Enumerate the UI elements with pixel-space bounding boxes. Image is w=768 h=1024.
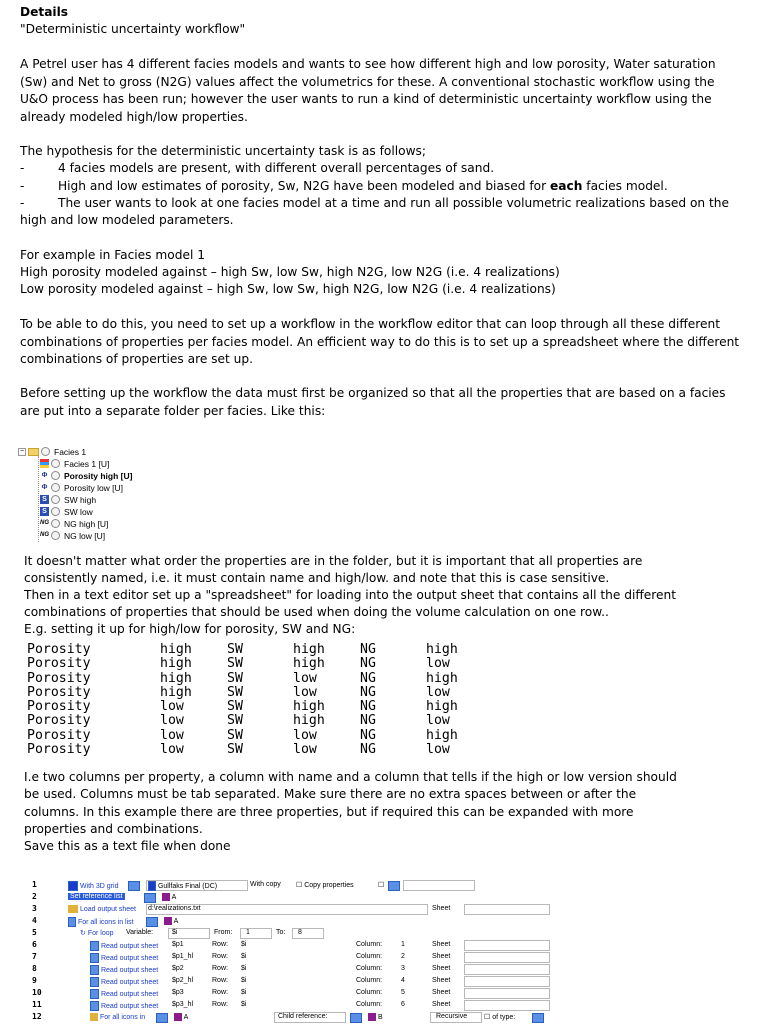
tree-root[interactable] xyxy=(18,446,86,457)
cell: high xyxy=(293,713,325,729)
tree-item-ng-low[interactable] xyxy=(40,530,105,541)
drop-target-icon[interactable] xyxy=(128,881,140,891)
row-number: 5 xyxy=(32,928,37,937)
cell: high xyxy=(426,699,458,715)
copy-properties-checkbox[interactable]: ☐ Copy properties xyxy=(296,882,354,889)
sheet-label: Sheet xyxy=(432,965,451,972)
workflow-row[interactable] xyxy=(28,891,548,903)
tree-item-label: SW low xyxy=(64,506,93,517)
row-number: 10 xyxy=(32,988,42,997)
cell: SW xyxy=(227,656,243,672)
column-label: Column: xyxy=(356,989,383,996)
sheet-icon xyxy=(90,953,99,963)
cell: low xyxy=(426,713,450,729)
column-value: 6 xyxy=(401,1001,405,1008)
cell: low xyxy=(293,727,317,743)
command-label[interactable] xyxy=(90,977,158,987)
workflow-row[interactable] xyxy=(28,987,548,999)
column-label: Column: xyxy=(356,965,383,972)
grid-value xyxy=(148,881,217,891)
param-value: $p1 xyxy=(172,941,184,948)
cell: low xyxy=(426,684,450,700)
cell: SW xyxy=(227,699,243,715)
cell: Porosity xyxy=(27,670,91,686)
insert-arrow-button[interactable] xyxy=(532,1013,544,1023)
visibility-radio[interactable] xyxy=(51,459,60,468)
command-text: Read output sheet xyxy=(100,954,159,962)
row-number: 11 xyxy=(32,1000,42,1009)
row-label: Row: xyxy=(212,941,228,948)
tree-item-porosity-low[interactable] xyxy=(40,482,123,493)
row-label: Row: xyxy=(212,977,228,984)
column-label: Column: xyxy=(356,953,383,960)
row-label: Row: xyxy=(212,989,228,996)
param-value: $p2 xyxy=(172,965,184,972)
grid-value-text: Gullfaks Final (DC) xyxy=(157,882,218,890)
cell: NG xyxy=(360,742,376,758)
setup-paragraph: To be able to do this, you need to set up a workflow in the workflow editor that can loop through all these different combinations of properties per facies model. An efficient way to do this is to set up a spreadsheet where the different combinations of properties are set up. xyxy=(20,317,740,366)
cell: NG xyxy=(360,642,376,657)
row-value: $i xyxy=(241,965,247,972)
from-field[interactable] xyxy=(240,928,272,939)
tree-item-ng-high[interactable] xyxy=(40,518,108,529)
cell: SW xyxy=(227,684,243,700)
workflow-row[interactable] xyxy=(28,939,548,951)
command-label[interactable] xyxy=(90,1013,145,1021)
row-value: $i xyxy=(241,989,247,996)
sheet-field[interactable] xyxy=(464,1000,550,1011)
after-para-line-1: I.e two columns per property, a column with name and a column that tells if the high or low version should xyxy=(24,770,677,784)
visibility-radio[interactable] xyxy=(51,471,60,480)
command-label[interactable] xyxy=(90,941,158,951)
bullet-3-continuation: high and low modeled parameters. xyxy=(20,213,234,227)
cell: low xyxy=(293,742,317,758)
child-ref-label: Child reference: xyxy=(278,1013,328,1020)
row-label: Row: xyxy=(212,1001,228,1008)
sheet-field[interactable] xyxy=(464,988,550,999)
list-icon xyxy=(164,917,172,925)
sheet-label: Sheet xyxy=(432,977,451,984)
list-icon xyxy=(368,1013,376,1021)
cell: low xyxy=(426,656,450,672)
recursive-label: Recursive xyxy=(436,1013,468,1020)
extra-checkbox[interactable]: ☐ xyxy=(378,882,385,889)
list-text: A xyxy=(173,917,179,925)
sheet-label: Sheet xyxy=(432,953,451,960)
order-para-line-3: Then in a text editor set up a "spreadsheet" for loading into the output sheet that contains all the different xyxy=(24,588,677,602)
order-para-line-5: E.g. setting it up for high/low for porosity, SW and NG: xyxy=(24,622,356,636)
insert-arrow-icon xyxy=(388,881,400,891)
row-number: 9 xyxy=(32,976,37,985)
workflow-row[interactable] xyxy=(28,915,548,927)
row-value: $i xyxy=(241,941,247,948)
command-text: Read output sheet xyxy=(100,966,159,974)
cell: Porosity xyxy=(27,656,91,672)
visibility-radio[interactable] xyxy=(41,447,50,456)
cell: high xyxy=(160,670,192,686)
copy-properties-label: Copy properties xyxy=(304,882,354,889)
cell: low xyxy=(160,727,184,743)
cell: NG xyxy=(360,727,376,743)
list-value xyxy=(174,1013,188,1021)
command-label[interactable] xyxy=(68,905,136,913)
sheet-label: Sheet xyxy=(432,989,451,996)
cell: low xyxy=(293,670,317,686)
organize-paragraph: Before setting up the workflow the data must first be organized so that all the properties that are based on a facies are put into a separate folder per facies. Like this: xyxy=(20,386,726,418)
tree-item-facies[interactable] xyxy=(40,458,109,469)
cell: SW xyxy=(227,713,243,729)
command-text: Set reference list xyxy=(70,893,123,900)
tree-item-label: NG low [U] xyxy=(64,530,106,541)
of-type-checkbox[interactable]: ☐ of type: xyxy=(484,1014,516,1021)
sw-icon: S xyxy=(40,507,49,516)
sheet-label: Sheet xyxy=(432,1001,451,1008)
row-number: 3 xyxy=(32,904,37,913)
cell: NG xyxy=(360,699,376,715)
workflow-row[interactable] xyxy=(28,903,548,915)
column-label: Column: xyxy=(356,1001,383,1008)
order-para-line-2: consistently named, i.e. it must contain name and high/low. and note that this is case sensitive. xyxy=(24,571,610,585)
insert-arrow-icon xyxy=(350,1013,362,1023)
cell: low xyxy=(160,713,184,729)
example-line-1: For example in Facies model 1 xyxy=(20,248,205,262)
bullet-text: The user wants to look at one facies model at a time and run all possible volumetric realizations based on the xyxy=(58,196,729,210)
param-value: $p3 xyxy=(172,989,184,996)
param-value: $p1_hl xyxy=(172,953,194,960)
ng-icon: NG xyxy=(40,532,49,538)
after-para-line-4: properties and combinations. xyxy=(24,822,203,836)
row-number: 6 xyxy=(32,940,37,949)
command-label[interactable]: ↻ For loop xyxy=(80,930,114,937)
sheet-field[interactable] xyxy=(464,904,550,915)
cell: high xyxy=(160,656,192,672)
sheet-icon xyxy=(90,941,99,951)
row-label: Row: xyxy=(212,953,228,960)
with-copy-label: With copy xyxy=(250,881,281,888)
collapse-icon[interactable]: − xyxy=(19,447,25,455)
column-label: Column: xyxy=(356,941,383,948)
bullet-text-pre: High and low estimates of porosity, Sw, N2G have been modeled and biased for xyxy=(58,179,551,193)
from-value: 1 xyxy=(246,929,250,936)
command-text: Read output sheet xyxy=(100,942,159,950)
cell: Porosity xyxy=(27,642,91,657)
insert-arrow-button[interactable] xyxy=(388,881,400,891)
insert-arrow-icon xyxy=(144,893,156,903)
variable-label: Variable: xyxy=(126,929,154,936)
cell: high xyxy=(293,656,325,672)
row-number: 4 xyxy=(32,916,37,925)
cell: high xyxy=(293,699,325,715)
column-label: Column: xyxy=(356,977,383,984)
workflow-row[interactable] xyxy=(28,927,548,939)
row-number: 2 xyxy=(32,892,37,901)
name-field[interactable] xyxy=(403,880,475,891)
row-label: Row: xyxy=(212,965,228,972)
visibility-radio[interactable] xyxy=(51,531,60,540)
row-number: 8 xyxy=(32,964,37,973)
row-number: 7 xyxy=(32,952,37,961)
bullet-text: 4 facies models are present, with different overall percentages of sand. xyxy=(58,161,495,175)
cell: high xyxy=(160,642,192,657)
cell: low xyxy=(426,742,450,758)
command-text: For loop xyxy=(87,930,114,937)
after-para-line-3: columns. In this example there are three properties, but if required this can be expanded with more xyxy=(24,805,634,819)
cell: SW xyxy=(227,670,243,686)
command-label[interactable] xyxy=(68,881,118,891)
cell: Porosity xyxy=(27,699,91,715)
list-icon xyxy=(162,893,170,901)
column-value: 2 xyxy=(401,953,405,960)
insert-arrow-button[interactable] xyxy=(144,893,156,903)
child-text: B xyxy=(377,1013,383,1021)
porosity-icon: Φ xyxy=(41,484,48,491)
command-label[interactable] xyxy=(90,965,158,975)
cell: Porosity xyxy=(27,684,91,700)
visibility-radio[interactable] xyxy=(51,495,60,504)
row-number: 1 xyxy=(32,880,37,889)
sheet-field[interactable] xyxy=(464,952,550,963)
after-para-line-5: Save this as a text file when done xyxy=(24,839,231,853)
column-value: 3 xyxy=(401,965,405,972)
cell: NG xyxy=(360,713,376,729)
variable-value: $i xyxy=(172,929,178,936)
sheet-label: Sheet xyxy=(432,905,451,912)
bullet-dash: - xyxy=(20,196,25,210)
command-text: With 3D grid xyxy=(79,882,119,890)
row-value: $i xyxy=(241,977,247,984)
workflow-row[interactable] xyxy=(28,975,548,987)
example-line-3: Low porosity modeled against – high Sw, low Sw, high N2G, low N2G (i.e. 4 realizations) xyxy=(20,282,556,296)
cell: high xyxy=(293,642,325,657)
command-text: Read output sheet xyxy=(100,1002,159,1010)
from-label: From: xyxy=(214,929,233,936)
cell: Porosity xyxy=(27,713,91,729)
bullet-text xyxy=(58,178,668,196)
order-para-line-4: combinations of properties that should be used when doing the volume calculation on one row.. xyxy=(24,605,609,619)
workflow-row[interactable] xyxy=(28,879,548,891)
cell: high xyxy=(160,684,192,700)
insert-arrow-button[interactable] xyxy=(350,1013,362,1023)
sheet-icon xyxy=(90,977,99,987)
command-label[interactable] xyxy=(90,1001,158,1011)
command-text: For all icons in xyxy=(99,1013,146,1021)
heading: Details xyxy=(20,5,69,19)
command-label[interactable] xyxy=(90,953,158,963)
tree-item-label: Porosity high [U] xyxy=(64,470,133,481)
loop-icon xyxy=(68,917,76,927)
order-para-line-1: It doesn't matter what order the properties are in the folder, but it is important that all properties are xyxy=(24,554,643,568)
cell: NG xyxy=(360,684,376,700)
folder-loop-icon xyxy=(90,1013,98,1021)
insert-arrow-icon xyxy=(128,881,140,891)
child-value xyxy=(368,1013,383,1021)
tree-root-label: Facies 1 xyxy=(54,446,87,457)
sheet-field[interactable] xyxy=(464,964,550,975)
tree-item-label: Facies 1 [U] xyxy=(64,458,110,469)
command-label[interactable] xyxy=(90,989,158,999)
ng-icon: NG xyxy=(40,520,49,526)
bullet-dash: - xyxy=(20,179,25,193)
sheet-icon xyxy=(90,989,99,999)
command-text: Load output sheet xyxy=(79,905,137,913)
visibility-radio[interactable] xyxy=(51,483,60,492)
insert-arrow-button[interactable] xyxy=(146,917,158,927)
workflow-row[interactable] xyxy=(28,1011,548,1023)
tree-item-label: Porosity low [U] xyxy=(64,482,124,493)
param-value: $p2_hl xyxy=(172,977,194,984)
file-path: d:\realizations.txt xyxy=(148,905,201,912)
folder-icon xyxy=(28,448,39,456)
insert-arrow-icon xyxy=(532,1013,544,1023)
column-value: 1 xyxy=(401,941,405,948)
cell: low xyxy=(293,684,317,700)
row-value: $i xyxy=(241,1001,247,1008)
to-field[interactable] xyxy=(292,928,324,939)
insert-arrow-icon xyxy=(146,917,158,927)
command-text: Read output sheet xyxy=(100,978,159,986)
reference-text: A xyxy=(171,893,177,901)
workflow-row[interactable] xyxy=(28,963,548,975)
list-value xyxy=(164,917,178,925)
sw-icon: S xyxy=(40,495,49,504)
grid-icon xyxy=(148,881,156,891)
column-value: 4 xyxy=(401,977,405,984)
cell: Porosity xyxy=(27,742,91,758)
sheet-icon xyxy=(90,1001,99,1011)
cell: low xyxy=(160,742,184,758)
of-type-label: of type: xyxy=(492,1014,516,1021)
bullet-dash: - xyxy=(20,161,25,175)
param-value: $p3_hl xyxy=(172,1001,194,1008)
column-value: 5 xyxy=(401,989,405,996)
example-line-2: High porosity modeled against – high Sw, low Sw, high N2G, low N2G (i.e. 4 realizations) xyxy=(20,265,560,279)
sheet-icon xyxy=(90,965,99,975)
grid-icon xyxy=(68,881,78,891)
porosity-icon: Φ xyxy=(41,472,48,479)
visibility-radio[interactable] xyxy=(51,507,60,516)
sheet-field[interactable] xyxy=(464,940,550,951)
tree-item-label: SW high xyxy=(64,494,97,505)
tree-item-porosity-high[interactable] xyxy=(40,470,132,481)
subtitle: "Deterministic uncertainty workflow" xyxy=(20,22,246,36)
workflow-row[interactable] xyxy=(28,951,548,963)
cell: SW xyxy=(227,727,243,743)
hypothesis-intro: The hypothesis for the deterministic uncertainty task is as follows; xyxy=(20,144,427,158)
insert-arrow-button[interactable] xyxy=(156,1013,168,1023)
to-label: To: xyxy=(276,929,286,936)
cell: Porosity xyxy=(27,727,91,743)
cell: high xyxy=(426,670,458,686)
after-para-line-2: be used. Columns must be tab separated. Make sure there are no extra spaces between or after the xyxy=(24,787,637,801)
sheet-label: Sheet xyxy=(432,941,451,948)
tree-connector-line xyxy=(38,456,39,542)
command-label[interactable] xyxy=(68,893,125,900)
insert-arrow-icon xyxy=(156,1013,168,1023)
command-label[interactable] xyxy=(68,917,134,927)
intro-paragraph: A Petrel user has 4 different facies models and wants to see how different high and low porosity, Water saturation (Sw) and Net to gross (N2G) values affect the volumetrics for these. A conventional stochastic workflow using the U&O process has been run; however the user wants to run a kind of deterministic uncertainty workflow using the already modeled high/low properties. xyxy=(20,57,716,124)
command-text: For all icons in list xyxy=(77,918,134,926)
tree-item-sw-high[interactable] xyxy=(40,494,96,505)
bullet-text-post: facies model. xyxy=(582,179,668,193)
visibility-radio[interactable] xyxy=(51,519,60,528)
cell: low xyxy=(160,699,184,715)
tree-item-sw-low[interactable] xyxy=(40,506,93,517)
sheet-field[interactable] xyxy=(464,976,550,987)
reference-value xyxy=(162,893,176,901)
command-text: Read output sheet xyxy=(100,990,159,998)
list-icon xyxy=(174,1013,182,1021)
cell: high xyxy=(426,642,458,657)
cell: high xyxy=(426,727,458,743)
list-text: A xyxy=(183,1013,189,1021)
workflow-editor xyxy=(28,879,548,1024)
cell: NG xyxy=(360,656,376,672)
to-value: 8 xyxy=(298,929,302,936)
facies-icon xyxy=(40,459,49,468)
cell: SW xyxy=(227,742,243,758)
row-number: 12 xyxy=(32,1012,42,1021)
workflow-row[interactable] xyxy=(28,999,548,1011)
bullet-text-bold: each xyxy=(550,179,583,193)
row-value: $i xyxy=(241,953,247,960)
cell: NG xyxy=(360,670,376,686)
tree-item-label: NG high [U] xyxy=(64,518,109,529)
cell: SW xyxy=(227,642,243,657)
load-icon xyxy=(68,905,78,913)
